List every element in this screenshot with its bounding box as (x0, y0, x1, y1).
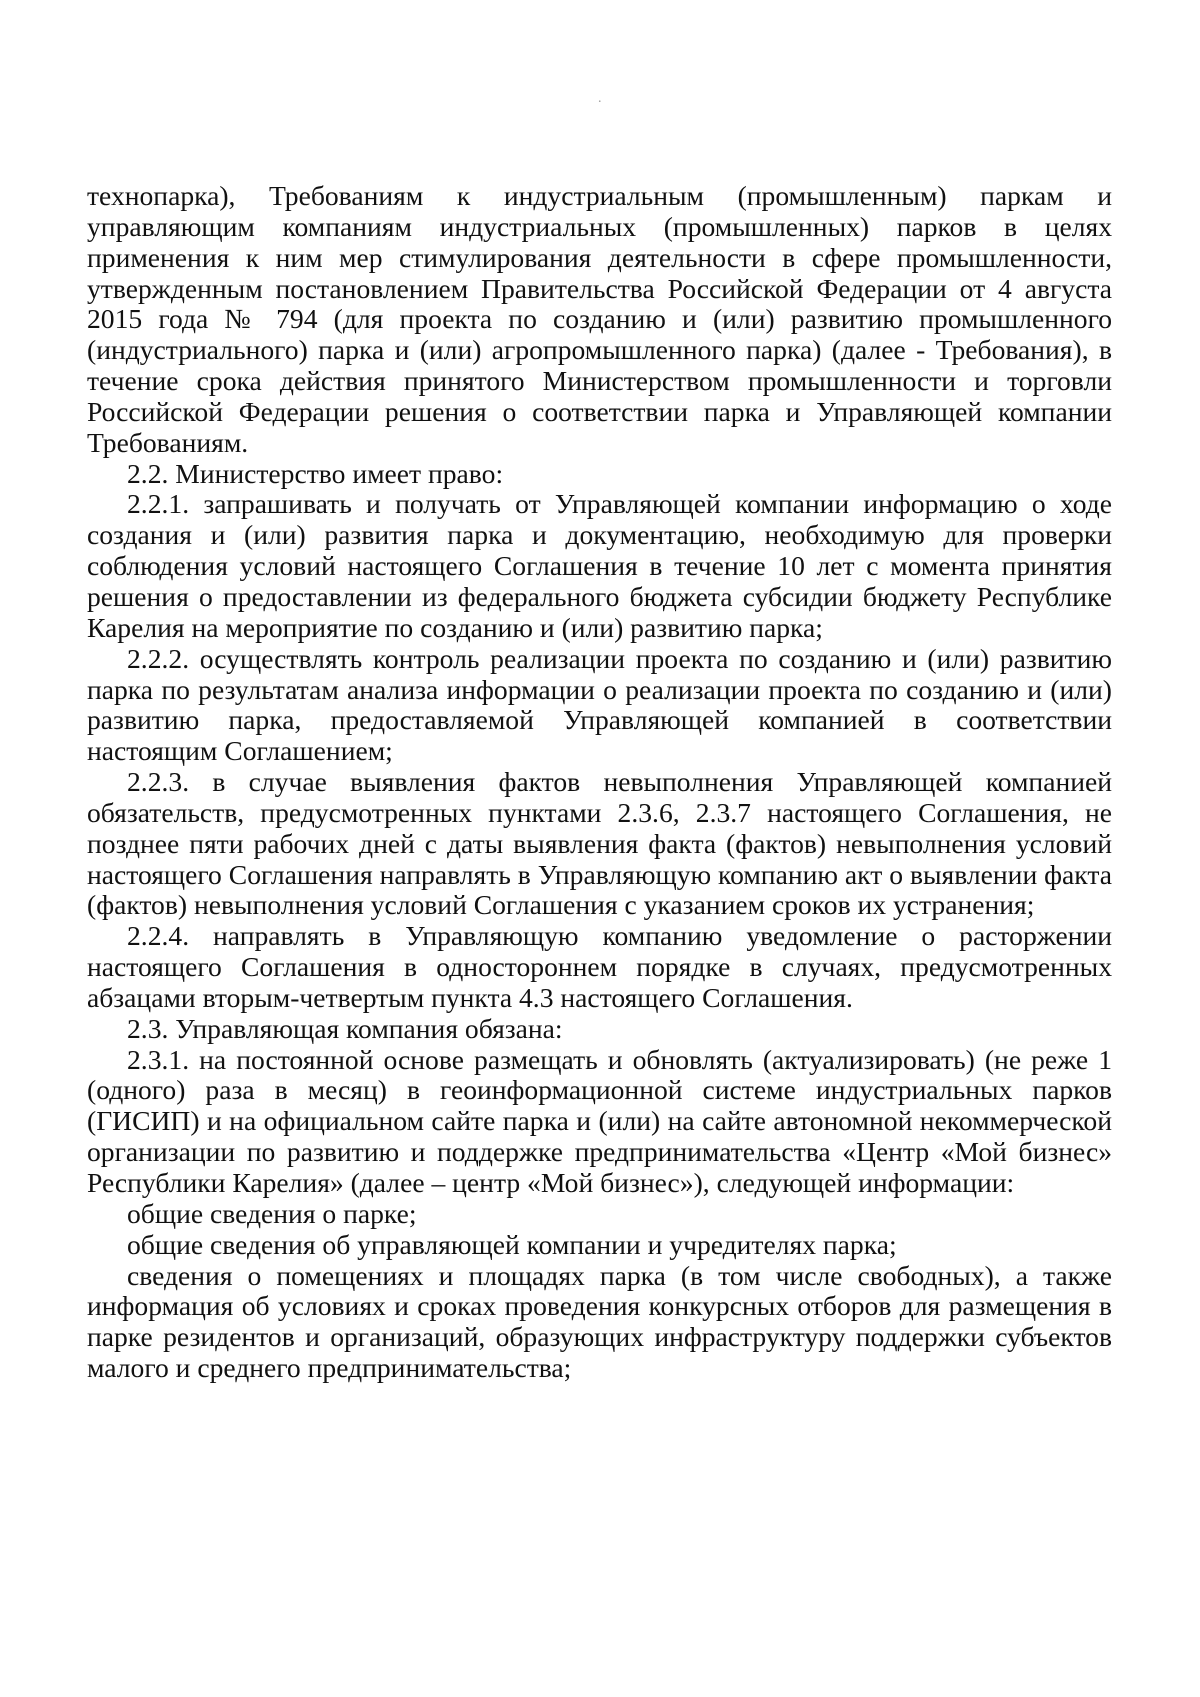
paragraph-2-2-2: 2.2.2. осуществлять контроль реализации проекта по созданию и (или) развитию парка по результатам анализа информации о реализации проекта по созданию и (или) развитию парка, предоставляемой Управляющей компанией в соответствии настоящим Соглашением; (87, 642, 1112, 767)
page-mark: . (598, 91, 602, 106)
list-item-premises-info: сведения о помещениях и площадях парка (в том числе свободных), а также информация об условиях и сроках проведения конкурсных отборов для размещения в парке резидентов и организаций, образующих инфраструктуру поддержки субъектов малого и среднего предпринимательства; (87, 1259, 1112, 1384)
paragraph-2-2: 2.2. Министерство имеет право: (127, 457, 504, 489)
paragraph-2-3: 2.3. Управляющая компания обязана: (127, 1012, 563, 1044)
list-item-park-info: общие сведения о парке; (127, 1197, 417, 1229)
paragraph-2-2-3: 2.2.3. в случае выявления фактов невыполнения Управляющей компанией обязательств, предусмотренных пунктами 2.3.6, 2.3.7 настоящего Соглашения, не позднее пяти рабочих дней с даты выявления факта (фактов) невыполнения условий настоящего Соглашения направлять в Управляющую компанию акт о выявлении факта (фактов) невыполнения условий Соглашения с указанием сроков их устранения; (87, 766, 1112, 921)
list-item-company-info: общие сведения об управляющей компании и учредителях парка; (127, 1228, 897, 1260)
paragraph-continuation: технопарка), Требованиям к индустриальным (промышленным) паркам и управляющим компаниям индустриальных (промышленных) парков в целях применения к ним мер стимулирования деятельности в сфере промышленности, утвержденным постановлением Правительства Российской Федерации от 4 августа 2015 года № 794 (для проекта по созданию и (или) развитию промышленного (индустриального) парка и (или) агропромышленного парка) (далее - Требования), в течение срока действия принятого Министерством промышленности и торговли Российской Федерации решения о соответствии парка и Управляющей компании Требованиям. (87, 180, 1112, 458)
paragraph-2-2-1: 2.2.1. запрашивать и получать от Управляющей компании информацию о ходе создания и (или) развития парка и документацию, необходимую для проверки соблюдения условий настоящего Соглашения в течение 10 лет с момента принятия решения о предоставлении из федерального бюджета субсидии бюджету Республике Карелия на мероприятие по созданию и (или) развитию парка; (87, 488, 1112, 643)
paragraph-2-2-4: 2.2.4. направлять в Управляющую компанию уведомление о расторжении настоящего Соглашения в одностороннем порядке в случаях, предусмотренных абзацами вторым-четвертым пункта 4.3 настоящего Соглашения. (87, 920, 1112, 1013)
paragraph-2-3-1: 2.3.1. на постоянной основе размещать и обновлять (актуализировать) (не реже 1 (одного) раза в месяц) в геоинформационной системе индустриальных парков (ГИСИП) и на официальном сайте парка и (или) на сайте автономной некоммерческой организации по развитию и поддержке предпринимательства «Центр «Мой бизнес» Республики Карелия» (далее – центр «Мой бизнес»), следующей информации: (87, 1043, 1112, 1198)
document-body (87, 181, 1112, 1384)
